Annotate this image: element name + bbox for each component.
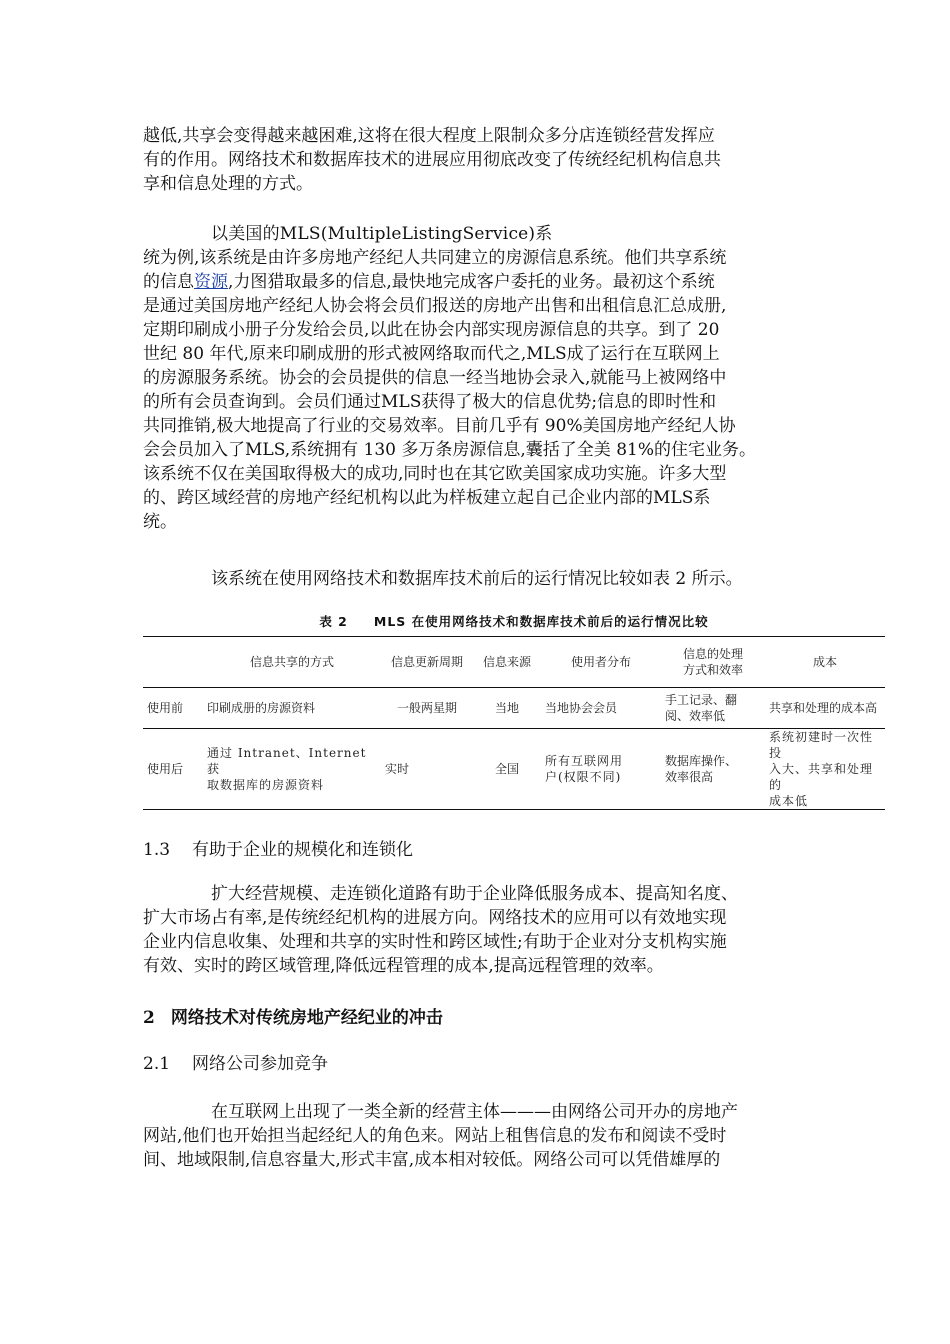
cell-line: 取数据库的房源资料 xyxy=(207,778,325,792)
table-cell: 实时 xyxy=(381,729,473,810)
text-line: 的所有会员查询到。会员们通过MLS获得了极大的信息优势;信息的即时性和 xyxy=(143,392,717,412)
table-caption xyxy=(143,612,885,630)
text-line: 扩大经营规模、走连锁化道路有助于企业降低服务成本、提高知名度、 xyxy=(211,884,738,904)
row-label: 使用前 xyxy=(143,688,203,729)
table-header-cell: 信息来源 xyxy=(473,637,541,688)
text-line: 有效、实时的跨区域管理,降低远程管理的成本,提高远程管理的效率。 xyxy=(143,956,664,976)
resource-link[interactable]: 资源 xyxy=(194,272,228,292)
text-line: 定期印刷成小册子分发给会员,以此在协会内部实现房源信息的共享。到了 20 xyxy=(143,320,720,340)
cell-line: 数据库操作、 xyxy=(665,754,738,768)
section-title: 网络技术对传统房地产经纪业的冲击 xyxy=(170,1008,443,1028)
text-line: 统。 xyxy=(143,512,177,532)
text-line xyxy=(143,270,823,294)
text-line: 的、跨区域经营的房地产经纪机构以此为样板建立起自己企业内部的MLS系 xyxy=(143,488,711,508)
text-line: 的房源服务系统。协会的会员提供的信息一经当地协会录入,就能马上被网络中 xyxy=(143,368,727,388)
text-line: 世纪 80 年代,原来印刷成册的形式被网络取而代之,MLS成了运行在互联网上 xyxy=(143,344,720,364)
section-title: 有助于企业的规模化和连锁化 xyxy=(192,840,414,860)
table-header-cell xyxy=(661,637,765,688)
text-line: 该系统不仅在美国取得极大的成功,同时也在其它欧美国家成功实施。许多大型 xyxy=(143,464,727,484)
table-header-cell: 信息更新周期 xyxy=(381,637,473,688)
paragraph-2 xyxy=(143,222,823,534)
header-line: 方式和效率 xyxy=(682,663,743,677)
paragraph-1 xyxy=(143,124,823,196)
table-cell xyxy=(203,729,381,810)
table-cell xyxy=(661,729,765,810)
table-header-cell: 使用者分布 xyxy=(541,637,661,688)
text-line: 扩大市场占有率,是传统经纪机构的进展方向。网络技术的应用可以有效地实现 xyxy=(143,908,727,928)
section-heading-2 xyxy=(143,1006,443,1030)
cell-line: 入大、共享和处理的 xyxy=(769,762,874,792)
section-number: 2 xyxy=(143,1008,155,1028)
table-row xyxy=(143,688,885,729)
header-line: 信息的处理 xyxy=(682,647,743,661)
text-segment: ,力图猎取最多的信息,最快地完成客户委托的业务。最初这个系统 xyxy=(228,272,715,292)
section-title: 网络公司参加竞争 xyxy=(192,1054,329,1074)
cell-line: 效率很高 xyxy=(665,770,714,784)
table-cell: 共享和处理的成本高 xyxy=(765,688,885,729)
table-header-cell: 信息共享的方式 xyxy=(203,637,381,688)
text-segment: 的信息 xyxy=(143,272,194,292)
text-line: 统为例,该系统是由许多房地产经纪人共同建立的房源信息系统。他们共享系统 xyxy=(143,248,727,268)
paragraph-4 xyxy=(143,882,823,978)
cell-line: 户(权限不同) xyxy=(545,770,622,784)
table-cell xyxy=(541,729,661,810)
row-label: 使用后 xyxy=(143,729,203,810)
table-cell: 印刷成册的房源资料 xyxy=(203,688,381,729)
text-line: 在互联网上出现了一类全新的经营主体———由网络公司开办的房地产 xyxy=(211,1102,738,1122)
table-cell: 全国 xyxy=(473,729,541,810)
table-cell: 当地 xyxy=(473,688,541,729)
table-cell xyxy=(765,729,885,810)
section-heading-2-1 xyxy=(143,1052,328,1076)
text-line: 该系统在使用网络技术和数据库技术前后的运行情况比较如表 2 所示。 xyxy=(211,569,743,589)
cell-line: 手工记录、翻 xyxy=(665,693,738,707)
table-header-cell xyxy=(143,637,203,688)
table-header-cell: 成本 xyxy=(765,637,885,688)
text-line: 享和信息处理的方式。 xyxy=(143,174,313,194)
text-line: 企业内信息收集、处理和共享的实时性和跨区域性;有助于企业对分支机构实施 xyxy=(143,932,727,952)
table-number: 表 2 xyxy=(319,614,348,629)
mls-intro-text: 以美国的MLS(MultipleListingService)系 xyxy=(211,224,553,244)
paragraph-3 xyxy=(143,567,823,591)
text-line: 共同推销,极大地提高了行业的交易效率。目前几乎有 90%美国房地产经纪人协 xyxy=(143,416,736,436)
comparison-table xyxy=(143,636,885,810)
text-line: 会会员加入了MLS,系统拥有 130 多万条房源信息,囊括了全美 81%的住宅业务。 xyxy=(143,440,756,460)
section-number: 2.1 xyxy=(143,1054,171,1074)
cell-line: 通过 Intranet、Internet 获 xyxy=(207,746,367,776)
text-line: 网站,他们也开始担当起经纪人的角色来。网站上租售信息的发布和阅读不受时 xyxy=(143,1126,727,1146)
cell-line: 系统初建时一次性投 xyxy=(769,730,874,760)
table-header-row xyxy=(143,637,885,688)
text-line xyxy=(143,222,823,246)
cell-line: 阅、效率低 xyxy=(665,709,726,723)
table-row xyxy=(143,729,885,810)
table-cell: 当地协会会员 xyxy=(541,688,661,729)
section-heading-1-3 xyxy=(143,838,413,862)
text-line: 越低,共享会变得越来越困难,这将在很大程度上限制众多分店连锁经营发挥应 xyxy=(143,126,715,146)
paragraph-5 xyxy=(143,1100,823,1172)
table-cell: 一般两星期 xyxy=(381,688,473,729)
text-line: 是通过美国房地产经纪人协会将会员们报送的房地产出售和出租信息汇总成册, xyxy=(143,296,727,316)
cell-line: 成本低 xyxy=(769,794,809,808)
section-number: 1.3 xyxy=(143,840,171,860)
table-title: MLS 在使用网络技术和数据库技术前后的运行情况比较 xyxy=(373,614,709,629)
text-line: 有的作用。网络技术和数据库技术的进展应用彻底改变了传统经纪机构信息共 xyxy=(143,150,721,170)
text-line: 间、地域限制,信息容量大,形式丰富,成本相对较低。网络公司可以凭借雄厚的 xyxy=(143,1150,721,1170)
table-cell xyxy=(661,688,765,729)
cell-line: 所有互联网用 xyxy=(545,754,624,768)
